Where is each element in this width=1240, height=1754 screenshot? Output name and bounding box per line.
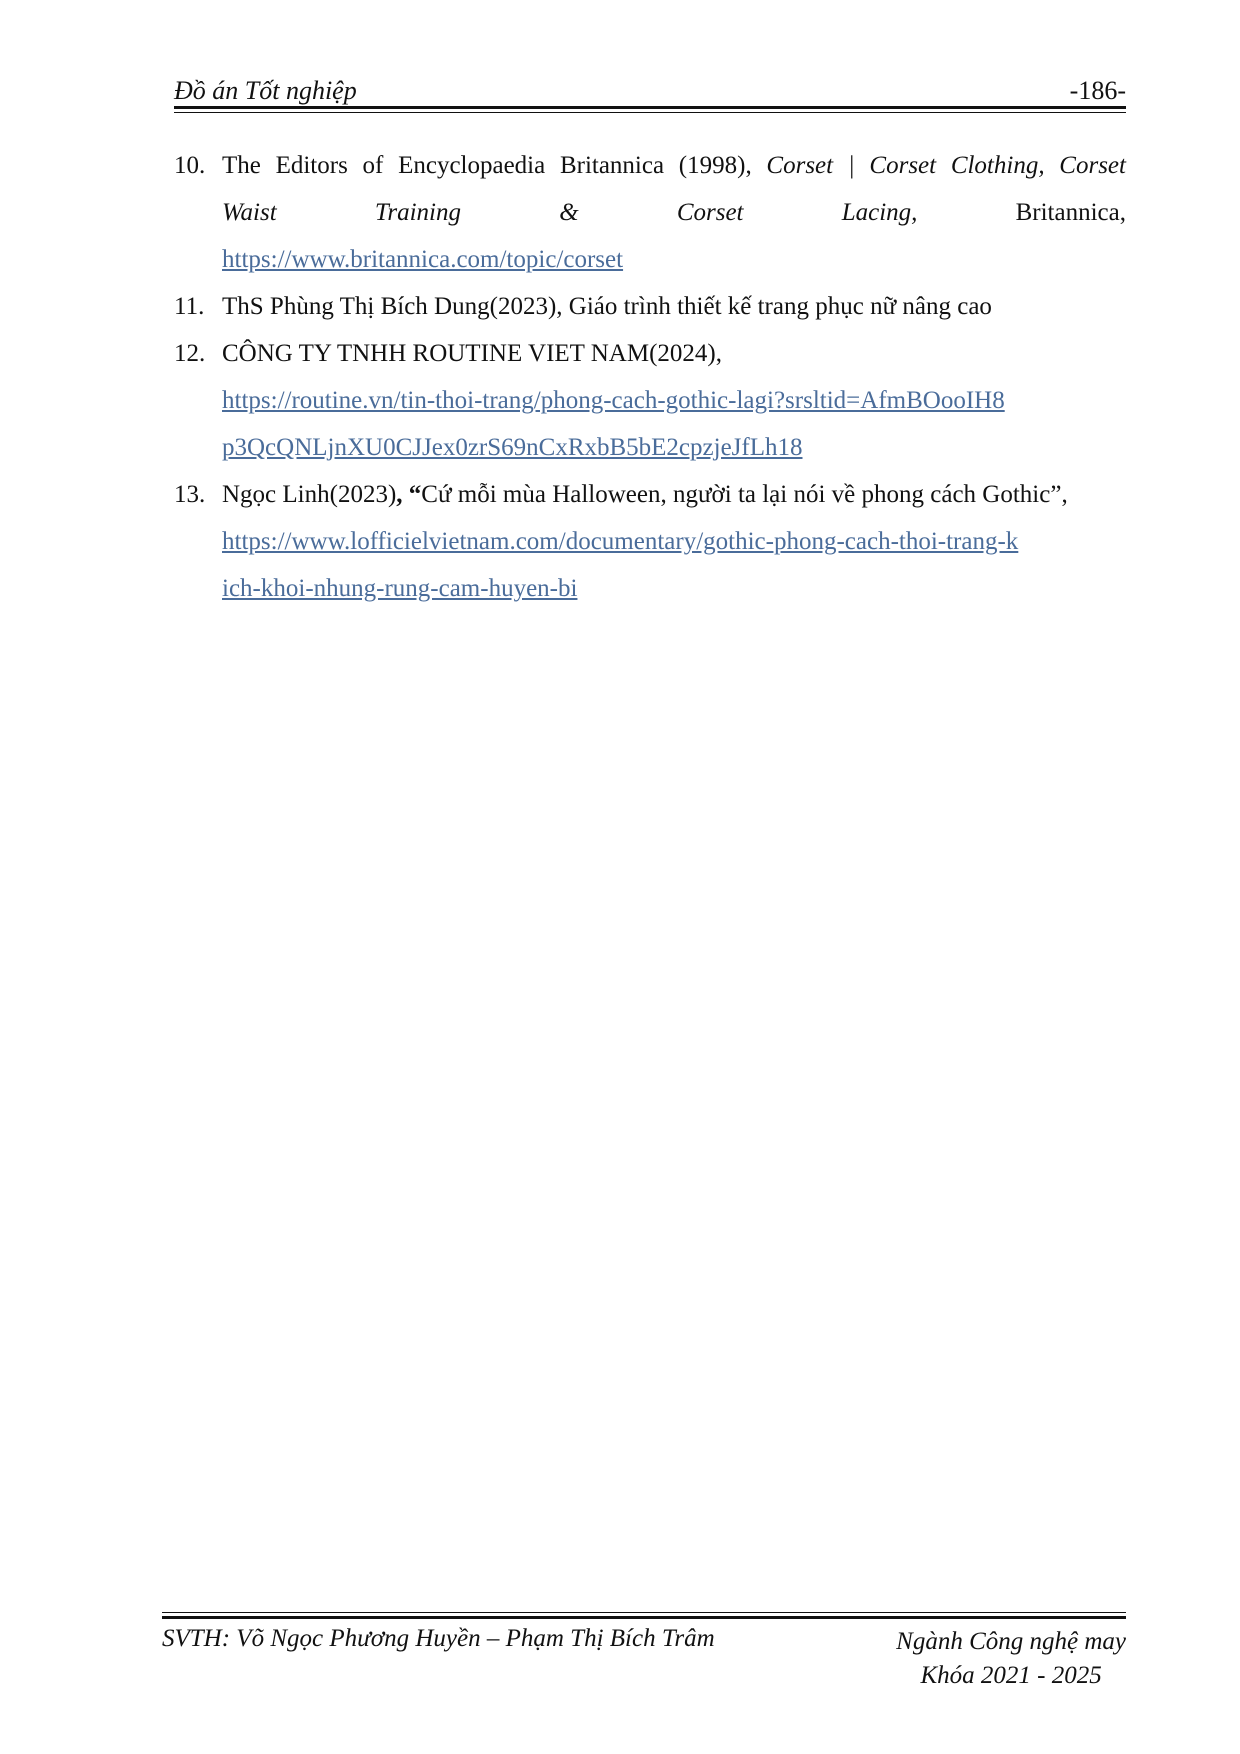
reference-link[interactable]: https://www.britannica.com/topic/corset bbox=[222, 246, 624, 273]
reference-punctuation: , “ bbox=[396, 481, 422, 508]
reference-item-11 bbox=[174, 283, 1126, 330]
reference-item-13 bbox=[174, 471, 1126, 612]
reference-authors: The Editors of Encyclopaedia Britannica (1998), bbox=[222, 152, 767, 179]
reference-item-12 bbox=[174, 330, 1126, 471]
reference-publisher: Britannica, bbox=[917, 199, 1126, 226]
reference-number: 10. bbox=[174, 152, 206, 179]
footer-rule-thin bbox=[162, 1612, 1126, 1613]
reference-link[interactable]: https://www.lofficielvietnam.com/documentary/gothic-phong-cach-thoi-trang-kich-khoi-nhung-rung-cam-huyen-bi bbox=[222, 528, 1019, 602]
reference-item-10 bbox=[174, 142, 1126, 283]
page-number: -186- bbox=[1069, 76, 1126, 105]
footer-rule-thick bbox=[162, 1616, 1126, 1619]
reference-title: Cứ mỗi mùa Halloween, người ta lại nói về phong cách Gothic”, bbox=[421, 481, 1068, 508]
reference-line bbox=[222, 142, 1126, 189]
footer-major: Ngành Công nghệ may bbox=[896, 1628, 1126, 1655]
reference-line bbox=[222, 189, 1126, 236]
reference-list bbox=[174, 142, 1126, 612]
reference-title: Corset | Corset Clothing, Corset bbox=[766, 152, 1126, 179]
reference-text: ThS Phùng Thị Bích Dung(2023), Giáo trình thiết kế trang phục nữ nâng cao bbox=[222, 293, 992, 320]
reference-link[interactable]: https://routine.vn/tin-thoi-trang/phong-cach-gothic-lagi?srsltid=AfmBOooIH8p3QcQNLjnXU0CJJex0zrS69nCxRxbB5bE2cpzjeJfLh18 bbox=[222, 387, 1005, 461]
reference-title-cont: Waist Training & Corset Lacing, bbox=[222, 199, 918, 226]
reference-number: 12. bbox=[174, 340, 206, 367]
footer-cohort: Khóa 2021 - 2025 bbox=[920, 1662, 1102, 1689]
reference-authors: Ngọc Linh(2023) bbox=[222, 481, 397, 508]
header-title: Đồ án Tốt nghiệp bbox=[174, 76, 357, 105]
reference-text bbox=[222, 471, 1126, 518]
footer-program bbox=[896, 1625, 1126, 1693]
header-rule-thin bbox=[174, 112, 1126, 113]
header-rule-thick bbox=[174, 106, 1126, 109]
reference-number: 13. bbox=[174, 481, 206, 508]
reference-text: CÔNG TY TNHH ROUTINE VIET NAM(2024), bbox=[222, 340, 722, 367]
reference-number: 11. bbox=[174, 293, 205, 320]
footer-authors: SVTH: Võ Ngọc Phương Huyền – Phạm Thị Bích Trâm bbox=[162, 1625, 715, 1652]
